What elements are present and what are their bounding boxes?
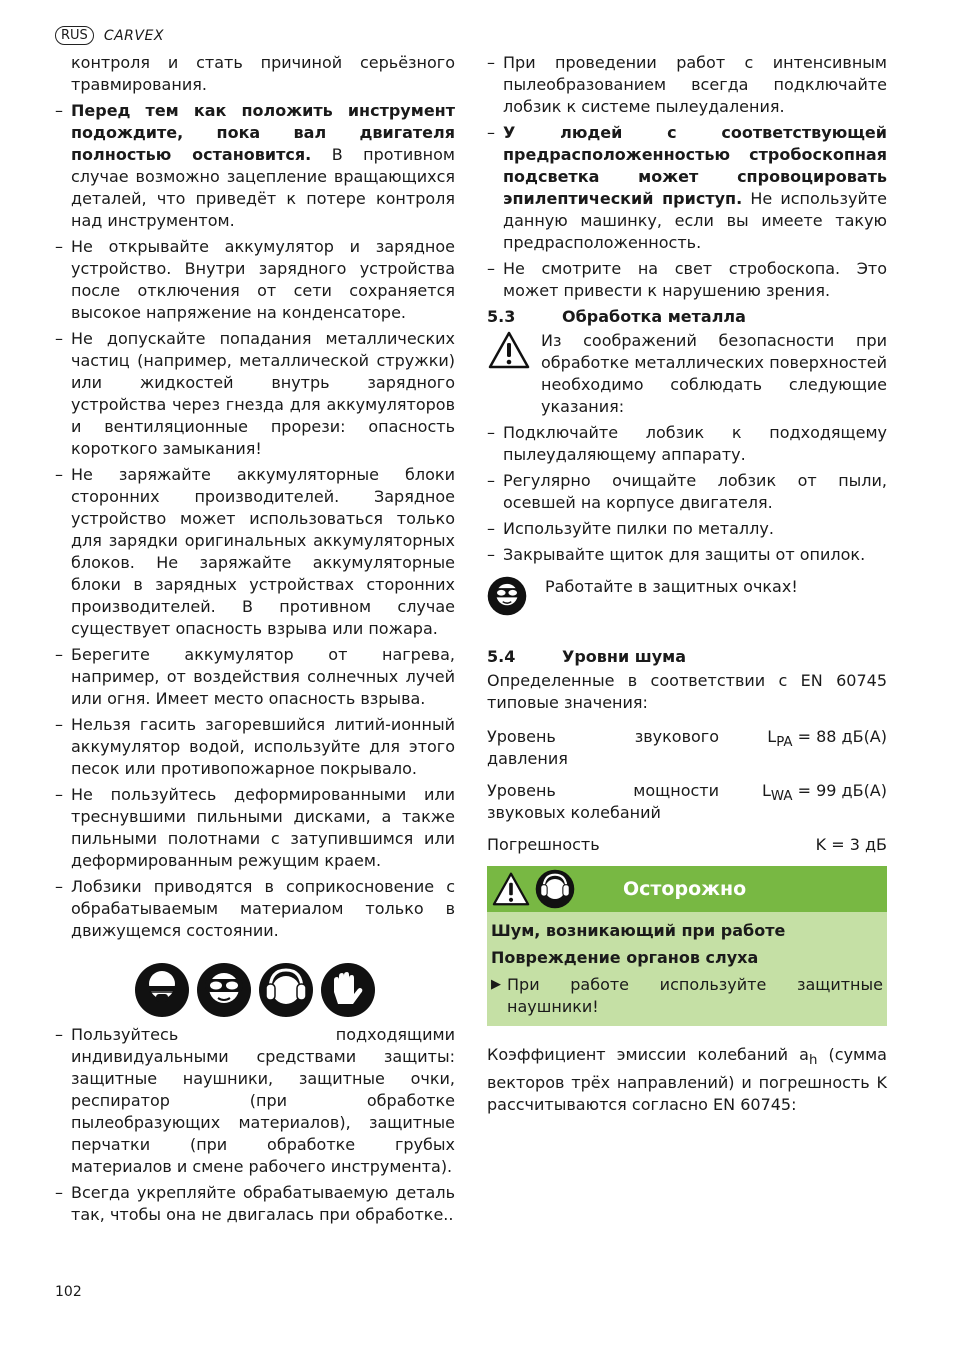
warning-note: [487, 330, 887, 418]
list-item: – Не открывайте аккумулятор и зарядное устройство. Внутри зарядного устройства после отключения от сети сохраняется высокое напряжение на конденсаторе.: [55, 237, 455, 322]
arrow-right-icon: ▶: [491, 977, 501, 992]
list-item: – Не допускайте попадания металлических частиц (например, металлической стружки) или жидкостей внутрь зарядного устройства через гнезда для аккумуляторов и вентиляционные прорези: опасность короткого замыкания!: [55, 329, 455, 458]
continued-text: контроля и стать причиной серьёзного травмирования.: [71, 53, 455, 94]
bold-text: У людей с соответствующей предрасположенностью стробоскопная подсветка может спровоцировать эпилептический приступ.: [503, 123, 887, 208]
section-title: Уровни шума: [562, 647, 687, 666]
ear-protection-icon: [258, 962, 314, 1018]
list-item: – Не заряжайте аккумуляторные блоки сторонних производителей. Зарядное устройство может использоваться только для зарядки оригинальных аккумуляторных блоков. Не заряжайте аккумуляторные блоки в зарядных устройствах сторонних производителей. В противном случае существует опасность взрыва или пожара.: [55, 465, 455, 638]
list-item: – Не смотрите на свет стробоскопа. Это может привести к нарушению зрения.: [487, 259, 887, 300]
item-text: Регулярно очищайте лобзик от пыли, осевшей на корпусе двигателя.: [503, 471, 887, 512]
item-text: В противном случае возможно зацепление вращающихся деталей, что приведёт к потере контроля над инструментом.: [71, 145, 455, 230]
item-text: Всегда укрепляйте обрабатываемую деталь так, чтобы она не двигалась при обработке..: [71, 1183, 455, 1224]
caution-body: [487, 912, 887, 1026]
safety-goggles-icon: [487, 576, 527, 616]
list-item: – При проведении работ с интенсивным пылеобразованием всегда подключайте лобзик к системе пылеудаления.: [487, 53, 887, 116]
item-text: Не используйте данную машинку, если вы имеете такую предрасположенность.: [503, 189, 887, 252]
list-item: – Перед тем как положить инструмент подождите, пока вал двигателя полностью остановится. В противном случае возможно зацепление вращающихся деталей, что приведёт к потере контроля над инструментом.: [55, 101, 455, 230]
item-text: Не смотрите на свет стробоскопа. Это может привести к нарушению зрения.: [503, 259, 887, 300]
list-item: – Используйте пилки по металлу.: [487, 519, 774, 538]
page-header: [55, 26, 164, 45]
list-item: – Пользуйтесь подходящими индивидуальными средствами защиты: защитные наушники, защитные очки, респиратор (при обработке пылеобразующих материалов), защитные перчатки (при обработке грубых материалов и смене рабочего инструмента).: [55, 1025, 455, 1176]
item-text: Используйте пилки по металлу.: [503, 519, 774, 538]
noise-row-uncertainty: [487, 834, 887, 856]
item-text: Подключайте лобзик к подходящему пылеудаляющему аппарату.: [503, 423, 887, 464]
safety-goggles-icon: [196, 962, 252, 1018]
caution-header: [487, 866, 887, 912]
noise-row-power: [487, 780, 887, 824]
left-column: [55, 52, 455, 1230]
noise-intro: Определенные в соответствии с EN 60745 типовые значения:: [487, 671, 887, 712]
warning-triangle-icon: [487, 330, 531, 370]
right-column: [487, 52, 887, 1120]
item-text: Не открывайте аккумулятор и зарядное устройство. Внутри зарядного устройства после отключения от сети сохраняется высокое напряжение на конденсаторе.: [71, 237, 455, 322]
noise-label: Погрешность: [487, 835, 600, 854]
list-item: – Регулярно очищайте лобзик от пыли, осевшей на корпусе двигателя.: [487, 471, 887, 512]
list-item: – Подключайте лобзик к подходящему пылеудаляющему аппарату.: [487, 423, 887, 464]
ppe-icons: [55, 962, 455, 1018]
noise-value: K = 3 дБ: [815, 835, 887, 854]
item-text: Не заряжайте аккумуляторные блоки сторонних производителей. Зарядное устройство может использоваться только для зарядки оригинальных аккумуляторных блоков. Не заряжайте аккумуляторные блоки в зарядных устройствах сторонних производителей. В противном случае существует опасность взрыва или пожара.: [71, 465, 455, 638]
list-item: – Не пользуйтесь деформированными или треснувшими пильными дисками, а также пильными полотнами с затупившимся или деформированным режущим краем.: [55, 785, 455, 870]
list-item: – Лобзики приводятся в соприкосновение с обрабатываемым материалом только в движущемся состоянии.: [55, 877, 455, 940]
caution-action: ▶ При работе используйте защитные наушники!: [491, 975, 883, 1016]
warning-text: Из соображений безопасности при обработке металлических поверхностей необходимо соблюдать следующие указания:: [541, 331, 887, 416]
section-heading: [487, 306, 887, 328]
warning-triangle-icon: [491, 871, 531, 907]
item-text: Не пользуйтесь деформированными или треснувшими пильными дисками, а также пильными полотнами с затупившимся или деформированным режущим краем.: [71, 785, 455, 870]
bold-text: Перед тем как положить инструмент подождите, пока вал двигателя полностью остановится.: [71, 101, 455, 164]
protective-gloves-icon: [320, 962, 376, 1018]
item-text: Берегите аккумулятор от нагрева, например, от воздействия солнечных лучей или огня. Имеет место опасность взрыва.: [71, 645, 455, 708]
language-badge: RUS: [55, 26, 94, 45]
caution-title: Осторожно: [623, 878, 747, 900]
list-item: – Нельзя гасить загоревшийся литий-ионный аккумулятор водой, используйте для этого песок или противопожарное покрывало.: [55, 715, 455, 778]
respirator-icon: [134, 962, 190, 1018]
goggles-notice: [487, 576, 887, 616]
item-text: При проведении работ с интенсивным пылеобразованием всегда подключайте лобзик к системе пылеудаления.: [503, 53, 887, 116]
list-item: – Берегите аккумулятор от нагрева, например, от воздействия солнечных лучей или огня. Имеет место опасность взрыва.: [55, 645, 455, 708]
item-text: Пользуйтесь подходящими индивидуальными средствами защиты: защитные наушники, защитные очки, респиратор (при обработке пылеобразующих материалов), защитные перчатки (при обработке грубых материалов и смене рабочего инструмента).: [71, 1025, 455, 1176]
section-title: Обработка металла: [562, 307, 746, 326]
noise-row-pressure: [487, 726, 887, 770]
section-heading: [487, 646, 887, 668]
vibration-text: Коэффициент эмиссии колебаний $a_h$ (сумма векторов трёх направлений) и погрешность K рассчитываются согласно EN 60745:: [487, 1045, 887, 1115]
noise-label: Уровень мощности звуковых колебаний: [487, 781, 719, 822]
caution-box: [487, 866, 887, 1026]
section-number: 5.3: [487, 307, 516, 326]
section-number: 5.4: [487, 647, 516, 666]
noise-value: $L_{PA} = 88$ дБ(A): [767, 727, 887, 751]
list-item: – У людей с соответствующей предрасположенностью стробоскопная подсветка может спровоцировать эпилептический приступ. Не используйте данную машинку, если вы имеете такую предрасположенность.: [487, 123, 887, 252]
ear-protection-icon: [535, 869, 575, 909]
goggles-text: Работайте в защитных очках!: [545, 577, 798, 596]
item-text: Не допускайте попадания металлических частиц (например, металлической стружки) или жидкостей внутрь зарядного устройства через гнезда для аккумуляторов и вентиляционные прорези: опасность короткого замыкания!: [71, 329, 455, 458]
item-text: Лобзики приводятся в соприкосновение с обрабатываемым материалом только в движущемся состоянии.: [71, 877, 455, 940]
list-item: – Закрывайте щиток для защиты от опилок.: [487, 545, 866, 564]
item-text: Закрывайте щиток для защиты от опилок.: [503, 545, 866, 564]
list-item: – Всегда укрепляйте обрабатываемую деталь так, чтобы она не двигалась при обработке..: [55, 1183, 455, 1224]
caution-hazard: Шум, возникающий при работе: [491, 921, 786, 940]
caution-consequence: Повреждение органов слуха: [491, 948, 759, 967]
page-number: 102: [55, 1284, 82, 1300]
noise-value: $L_{WA} = 99$ дБ(A): [762, 781, 887, 805]
brand-name: CARVEX: [103, 27, 164, 44]
item-text: Нельзя гасить загоревшийся литий-ионный аккумулятор водой, используйте для этого песок или противопожарное покрывало.: [71, 715, 455, 778]
noise-label: Уровень звукового давления: [487, 727, 719, 768]
